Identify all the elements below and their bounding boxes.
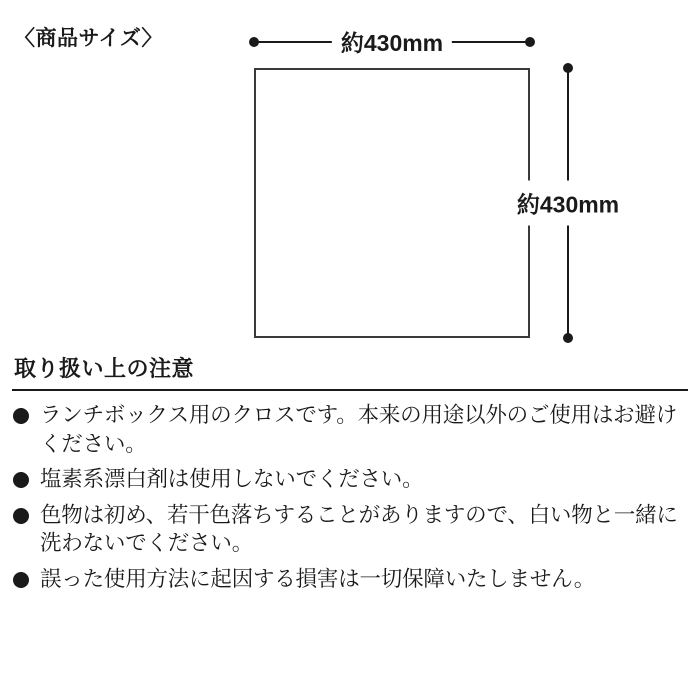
bullet-icon — [13, 572, 29, 588]
note-text: 色物は初め、若干色落ちすることがありますので、白い物と一緒に洗わないでください。 — [40, 502, 678, 556]
handling-notes-section — [0, 352, 700, 601]
bullet-icon — [13, 408, 29, 424]
height-dimension-line — [516, 68, 620, 338]
height-dimension-endpoint-top-icon — [563, 63, 573, 73]
list-item — [0, 401, 700, 458]
note-text: 誤った使用方法に起因する損害は一切保障いたしません。 — [40, 566, 596, 591]
bullet-icon — [13, 472, 29, 488]
width-dimension-line — [254, 30, 530, 56]
notes-list — [0, 401, 700, 594]
notes-heading: 取り扱い上の注意 — [14, 356, 195, 381]
product-outline-square — [254, 68, 530, 338]
bullet-icon — [13, 508, 29, 524]
list-item — [0, 501, 700, 558]
width-dimension-endpoint-left-icon — [249, 37, 259, 47]
note-text: ランチボックス用のクロスです。本来の用途以外のご使用はお避けください。 — [40, 403, 678, 456]
height-dimension-label: 約430mm — [517, 181, 619, 226]
width-dimension-endpoint-right-icon — [525, 37, 535, 47]
height-dimension-endpoint-bottom-icon — [563, 333, 573, 343]
notes-divider — [12, 389, 688, 391]
size-section-title: 〈商品サイズ〉 — [14, 27, 163, 50]
list-item — [0, 465, 700, 494]
list-item — [0, 565, 700, 594]
note-text: 塩素系漂白剤は使用しないでください。 — [40, 467, 424, 492]
width-dimension-label: 約430mm — [332, 25, 452, 58]
